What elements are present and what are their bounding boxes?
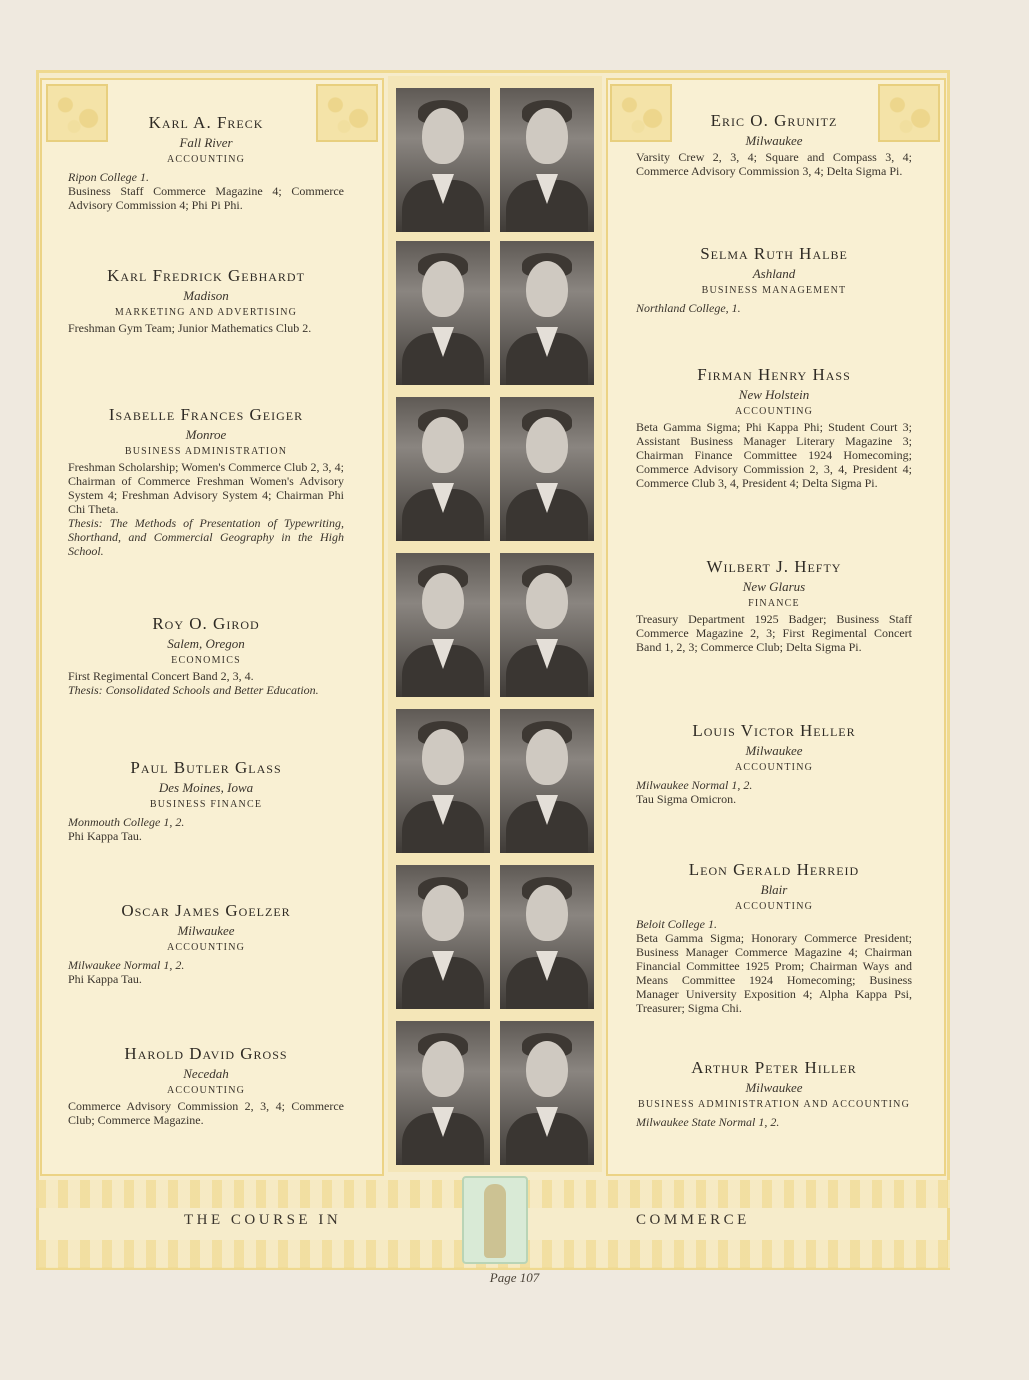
hometown: Salem, Oregon <box>167 636 245 651</box>
thesis: Thesis: The Methods of Presentation of Typewriting, Shorthand, and Commercial Geography in the High School. <box>68 516 344 558</box>
activities: Phi Kappa Tau. <box>68 829 142 843</box>
student-entry <box>68 613 344 697</box>
student-name: Firman Henry Hass <box>697 365 851 384</box>
student-entry <box>68 112 344 212</box>
hometown: Milwaukee <box>745 133 803 148</box>
student-entry <box>636 720 912 806</box>
activities: First Regimental Concert Band 2, 3, 4. <box>68 669 254 683</box>
student-name: Isabelle Frances Geiger <box>108 405 304 424</box>
student-portrait <box>500 397 594 541</box>
activities: Treasury Department 1925 Badger; Business Staff Commerce Magazine 2, 3; First Regimental Concert Band 1, 2, 3; Commerce Club; Delta Sigma Pi. <box>636 612 912 654</box>
student-portrait <box>500 865 594 1009</box>
hometown: New Glarus <box>742 579 806 594</box>
thesis: Thesis: Consolidated Schools and Better Education. <box>68 683 319 697</box>
activities: Tau Sigma Omicron. <box>636 792 737 806</box>
department: MARKETING AND ADVERTISING <box>114 307 298 318</box>
student-name: Selma Ruth Halbe <box>700 244 848 263</box>
activities: Commerce Advisory Commission 2, 3, 4; Commerce Club; Commerce Magazine. <box>68 1099 344 1127</box>
prior-school: Milwaukee Normal 1, 2. <box>68 958 185 972</box>
department: ACCOUNTING <box>166 154 246 165</box>
student-name: Louis Victor Heller <box>692 721 856 740</box>
student-name: Wilbert J. Hefty <box>706 557 842 576</box>
student-portrait <box>500 1021 594 1165</box>
department: ACCOUNTING <box>166 1085 246 1096</box>
student-entry <box>68 1043 344 1127</box>
student-entry <box>636 859 912 1015</box>
student-name: Leon Gerald Herreid <box>688 860 860 879</box>
student-portrait <box>396 1021 490 1165</box>
student-portrait <box>396 397 490 541</box>
activities: Beta Gamma Sigma; Honorary Commerce President; Business Manager Commerce Magazine 4; Chairman Financial Committee 1925 Prom; Chairman Ways and Means Committee 1924 Homecoming; Business Manager University Exposition 4; Alpha Kappa Psi, Treasurer; Sigma Chi. <box>636 931 912 1015</box>
department: ACCOUNTING <box>734 762 814 773</box>
department: BUSINESS MANAGEMENT <box>701 285 847 296</box>
hometown: Milwaukee <box>745 743 803 758</box>
activities: Beta Gamma Sigma; Phi Kappa Phi; Student Court 3; Assistant Business Manager Literary Magazine 3; Chairman Finance Committee 1924 Homecoming; Commerce Advisory Commission 2, 3, 4, President 4; Commerce Club 3, 4, President 4; Delta Sigma Pi. <box>636 420 912 490</box>
footer-label-right: COMMERCE <box>632 1212 754 1229</box>
student-portrait <box>396 241 490 385</box>
student-entry <box>636 364 912 490</box>
department: ECONOMICS <box>171 655 241 666</box>
student-entry <box>636 243 912 315</box>
prior-school: Milwaukee State Normal 1, 2. <box>636 1115 780 1129</box>
department: BUSINESS ADMINISTRATION AND ACCOUNTING <box>637 1099 910 1110</box>
department: BUSINESS ADMINISTRATION <box>124 446 288 457</box>
prior-school: Monmouth College 1, 2. <box>68 815 185 829</box>
hometown: Milwaukee <box>745 1080 803 1095</box>
student-entry <box>636 1057 912 1129</box>
page-number: Page 107 <box>489 1270 540 1285</box>
hometown: Monroe <box>185 427 227 442</box>
student-portrait <box>500 88 594 232</box>
footer-label-left: THE COURSE IN <box>180 1212 345 1229</box>
student-portrait <box>396 553 490 697</box>
student-portrait <box>396 709 490 853</box>
hometown: Fall River <box>179 135 233 150</box>
student-name: Eric O. Grunitz <box>710 111 838 130</box>
activities: Business Staff Commerce Magazine 4; Commerce Advisory Commission 4; Phi Pi Phi. <box>68 184 344 212</box>
hometown: Madison <box>183 288 229 303</box>
student-entry <box>68 757 344 843</box>
student-name: Roy O. Girod <box>152 614 260 633</box>
activities: Freshman Scholarship; Women's Commerce Club 2, 3, 4; Chairman of Commerce Freshman Women's Advisory System 4; Freshman Advisory System 4; Chairman Phi Chi Theta. <box>68 460 344 516</box>
student-entry <box>636 556 912 654</box>
department: FINANCE <box>748 598 800 609</box>
activities: Freshman Gym Team; Junior Mathematics Club 2. <box>68 321 312 335</box>
student-portrait <box>396 88 490 232</box>
prior-school: Milwaukee Normal 1, 2. <box>636 778 753 792</box>
student-entry <box>68 404 344 558</box>
student-name: Harold David Gross <box>124 1044 288 1063</box>
hometown: Ashland <box>752 266 796 281</box>
student-name: Oscar James Goelzer <box>121 901 291 920</box>
department: BUSINESS FINANCE <box>149 799 263 810</box>
student-name: Arthur Peter Hiller <box>691 1058 857 1077</box>
department: ACCOUNTING <box>166 942 246 953</box>
student-entry <box>68 900 344 986</box>
student-portrait <box>396 865 490 1009</box>
prior-school: Beloit College 1. <box>636 917 717 931</box>
student-portrait <box>500 709 594 853</box>
student-name: Karl Fredrick Gebhardt <box>107 266 305 285</box>
activities: Phi Kappa Tau. <box>68 972 142 986</box>
student-name: Karl A. Freck <box>148 113 264 132</box>
prior-school: Ripon College 1. <box>68 170 149 184</box>
student-entry <box>636 110 912 178</box>
department: ACCOUNTING <box>734 406 814 417</box>
hometown: Des Moines, Iowa <box>158 780 254 795</box>
student-portrait <box>500 553 594 697</box>
student-name: Paul Butler Glass <box>130 758 282 777</box>
prior-school: Northland College, 1. <box>636 301 741 315</box>
hometown: Milwaukee <box>177 923 235 938</box>
student-entry <box>68 265 344 335</box>
hometown: Blair <box>760 882 788 897</box>
activities: Varsity Crew 2, 3, 4; Square and Compass 3, 4; Commerce Advisory Commission 3, 4; Delta Sigma Pi. <box>636 150 912 178</box>
hometown: Necedah <box>183 1066 229 1081</box>
statue-figure <box>484 1184 506 1258</box>
department: ACCOUNTING <box>734 901 814 912</box>
hometown: New Holstein <box>738 387 810 402</box>
student-portrait <box>500 241 594 385</box>
